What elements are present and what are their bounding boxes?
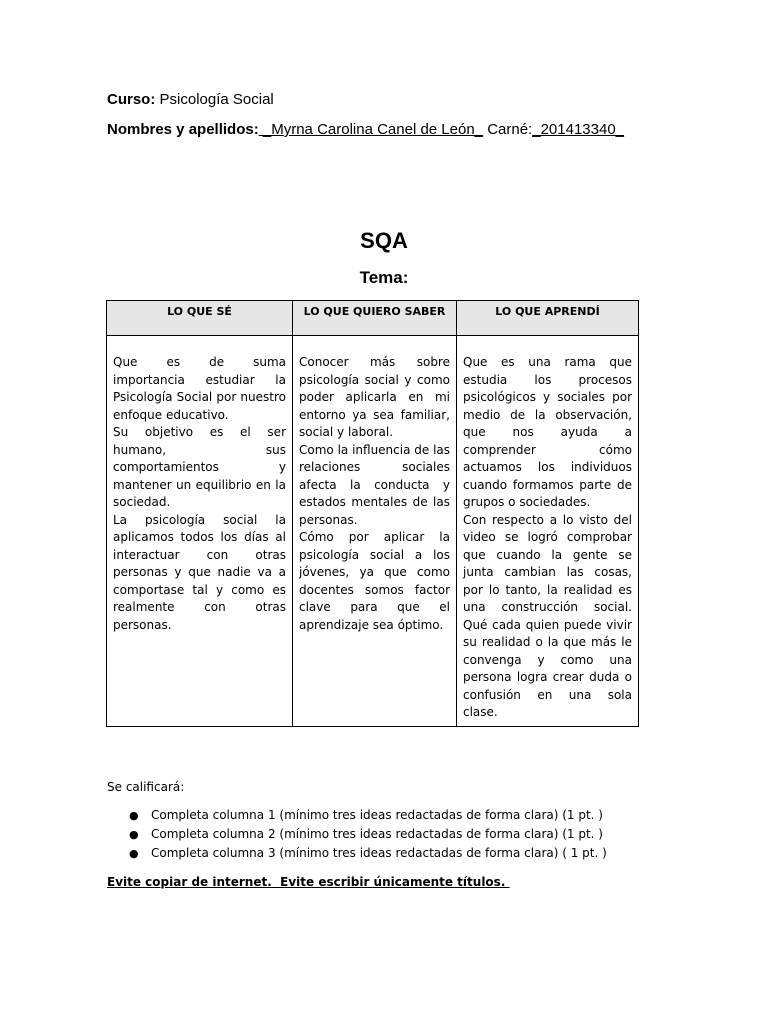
cell-lo-que-se [107,336,293,727]
table-header-row [107,301,639,336]
grading-item-text: Completa columna 2 (mínimo tres ideas redactadas de forma clara) (1 pt. ) [151,827,603,841]
cell-lo-que-quiero-saber [293,336,457,727]
page-title: SQA [360,228,408,253]
grading-heading: Se calificará: [107,780,185,794]
course-label: Curso: [107,91,156,108]
header-lo-que-se: LO QUE SÉ [107,301,293,336]
cell-paragraph: Cómo por aplicar la psicología social a los jóvenes, ya que como docentes somos factor clave para que el aprendizaje sea óptimo. [299,530,450,632]
course-line [107,91,274,108]
list-item [129,825,607,844]
warning-note: Evite copiar de internet. Evite escribir únicamente títulos. [107,875,510,889]
bullet-dot-icon: ● [129,809,139,822]
header-lo-que-quiero-saber: LO QUE QUIERO SABER [293,301,457,336]
list-item [129,844,607,863]
carne-label: Carné: [487,121,533,138]
cell-paragraph: Como la influencia de las relaciones sociales afecta la conducta y estados mentales de las personas. [299,442,451,527]
table-row [107,336,639,727]
cell-paragraph: Que es de suma importancia estudiar la Psicología Social por nuestro enfoque educativo. [113,355,286,422]
bullet-dot-icon: ● [129,828,139,841]
topic-heading: Tema: [359,268,409,287]
grading-item-text: Completa columna 1 (mínimo tres ideas redactadas de forma clara) (1 pt. ) [151,808,603,822]
cell-paragraph: Que es una rama que estudia los procesos psicológicos y sociales por medio de la observación, que nos ayuda a comprender cómo actuamos los individuos cuando formamos parte de grupos o sociedades. [463,355,632,509]
grading-section [107,780,607,889]
course-value: Psicología Social [155,91,274,108]
grading-list [107,806,607,863]
names-label: Nombres y apellidos: [107,121,259,138]
names-value: _Myrna Carolina Canel de León_ [258,121,484,138]
cell-lo-que-aprendi [457,336,639,727]
list-item [129,806,607,825]
carne-value: _201413340_ [532,121,624,138]
names-line [107,121,624,138]
cell-paragraph: La psicología social la aplicamos todos los días al interactuar con otras personas y que nadie va a comportase tal y como es realmente con otras personas. [113,512,286,632]
cell-paragraph: Con respecto a lo visto del video se logró comprobar que cuando la gente se junta cambian las cosas, por lo tanto, la realidad es una construcción social. Qué cada quien puede vivir su realidad o la que más le convenga y como una persona logra crear duda o confusión en una sola clase. [463,512,632,719]
cell-paragraph: Su objetivo es el ser humano, sus comportamientos y mantener un equilibrio en la sociedad. [113,425,286,509]
sqa-table [106,300,639,727]
header-lo-que-aprendi: LO QUE APRENDÍ [457,301,639,336]
grading-item-text: Completa columna 3 (mínimo tres ideas redactadas de forma clara) ( 1 pt. ) [151,846,607,860]
bullet-dot-icon: ● [129,847,139,860]
cell-paragraph: Conocer más sobre psicología social y como poder aplicarla en mi entorno ya sea familiar, social y laboral. [299,355,450,439]
